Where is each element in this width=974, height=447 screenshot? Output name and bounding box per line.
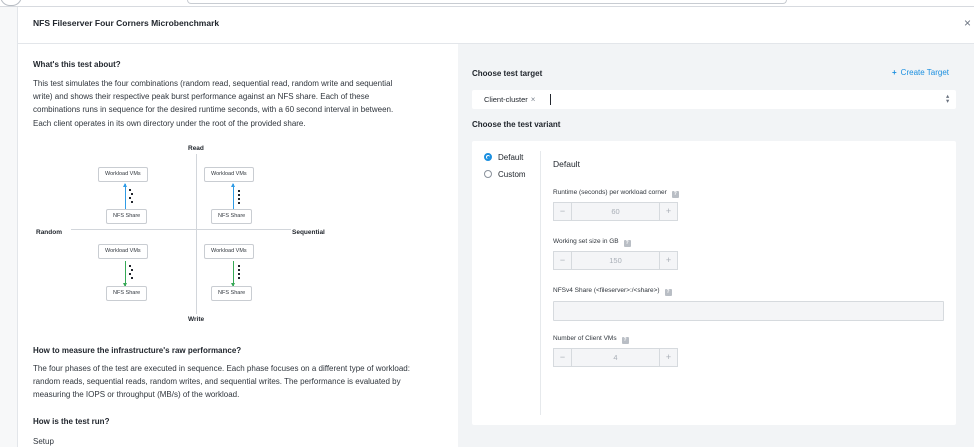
help-icon[interactable]: ? [666, 289, 670, 295]
working-set-label-text: Working set size in GB [553, 238, 619, 245]
setup-subheading: Setup [33, 437, 54, 446]
runtime-label-text: Runtime (seconds) per workload corner [553, 189, 667, 196]
client-vms-stepper[interactable] [553, 348, 678, 367]
nfs-share-box: NFS Share [106, 286, 147, 301]
remove-chip-icon[interactable]: × [530, 95, 536, 104]
caret-up-icon: ▴ [946, 93, 950, 100]
config-panel [458, 44, 974, 447]
axis-label-random: Random [36, 229, 62, 236]
decrement-button[interactable]: − [554, 349, 572, 366]
write-arrow [125, 261, 137, 286]
create-target-link[interactable] [892, 68, 949, 77]
window-top-bar [0, 0, 974, 7]
window-control[interactable] [0, 0, 22, 6]
variant-card [472, 141, 956, 425]
read-arrow [125, 184, 137, 209]
decrement-button[interactable]: − [554, 203, 572, 220]
decrement-button[interactable]: − [554, 252, 572, 269]
increment-button[interactable]: + [659, 349, 677, 366]
client-vms-label [553, 335, 629, 344]
plus-icon: + [892, 68, 897, 77]
select-caret-icon[interactable] [946, 94, 949, 104]
left-sidebar-strip [0, 7, 18, 447]
runtime-value[interactable]: 60 [611, 207, 620, 216]
benchmark-modal [18, 7, 974, 447]
nfs-share-box: NFS Share [211, 286, 252, 301]
measure-line: The four phases of the test are executed in sequence. Each phase focuses on a different type of workload: [33, 364, 410, 373]
runtime-label [553, 189, 679, 198]
radio-selected-icon [484, 153, 492, 161]
about-line: combinations runs in sequence for the desired runtime seconds, with a 60 second interval in between. [33, 105, 394, 115]
nfs-share-label [553, 287, 672, 296]
four-corners-diagram [36, 144, 356, 324]
about-heading: What's this test about? [33, 60, 121, 69]
measure-line: measuring the IOPS or throughput (MB/s) of the workload. [33, 390, 240, 400]
runtime-stepper[interactable] [553, 202, 678, 221]
modal-header [18, 7, 974, 44]
write-arrow [233, 261, 245, 286]
client-vms-value[interactable]: 4 [613, 353, 618, 362]
variant-option-custom[interactable] [484, 170, 526, 179]
how-run-heading: How is the test run? [33, 417, 110, 426]
text-cursor [550, 94, 551, 105]
increment-button[interactable]: + [659, 252, 677, 269]
nfs-share-box: NFS Share [106, 209, 147, 224]
measure-paragraph [33, 362, 458, 402]
option-label: Custom [498, 170, 526, 179]
working-set-label [553, 238, 631, 247]
address-bar[interactable] [187, 0, 787, 4]
workload-vms-box: Workload VMs [98, 244, 148, 259]
about-paragraph [33, 77, 453, 130]
working-set-stepper[interactable] [553, 251, 678, 270]
variant-divider [540, 151, 541, 415]
variant-form-title: Default [553, 159, 580, 169]
help-icon[interactable]: ? [623, 337, 627, 343]
caret-down-icon: ▾ [946, 98, 950, 105]
nfs-share-input[interactable] [553, 301, 944, 321]
about-line: write) and shows their respective peak burst performance against an NFS share. Each of these [33, 92, 370, 102]
chip-label: Client-cluster [484, 95, 528, 104]
selected-target-chip [479, 93, 540, 106]
nfs-share-label-text: NFSv4 Share (<fileserver>:/<share>) [553, 287, 660, 294]
axis-label-sequential: Sequential [292, 229, 325, 236]
workload-vms-box: Workload VMs [98, 167, 148, 182]
workload-vms-box: Workload VMs [204, 167, 254, 182]
working-set-value[interactable]: 150 [609, 256, 622, 265]
workload-vms-box: Workload VMs [204, 244, 254, 259]
increment-button[interactable]: + [659, 203, 677, 220]
target-select[interactable] [472, 90, 956, 109]
modal-title: NFS Fileserver Four Corners Microbenchmark [33, 18, 220, 28]
axis-label-read: Read [188, 145, 204, 152]
nfs-share-box: NFS Share [211, 209, 252, 224]
variant-option-default[interactable] [484, 153, 523, 162]
horizontal-axis-line [71, 229, 291, 230]
vertical-axis-line [196, 154, 197, 314]
about-line: This test simulates the four combinations (random read, sequential read, random write and sequential [33, 79, 393, 88]
axis-label-write: Write [188, 316, 205, 323]
measure-line: random reads, sequential reads, random writes, and sequential writes. The performance is evaluated by [33, 377, 401, 387]
read-arrow [233, 184, 245, 209]
measure-heading: How to measure the infrastructure's raw performance? [33, 346, 242, 355]
close-icon[interactable]: × [964, 16, 972, 30]
help-icon[interactable]: ? [673, 191, 677, 197]
target-label: Choose test target [472, 69, 543, 78]
option-label: Default [498, 153, 524, 162]
help-icon[interactable]: ? [625, 240, 629, 246]
radio-unselected-icon [484, 170, 492, 178]
about-line: Each client operates in its own directory under the root of the provided share. [33, 118, 306, 128]
create-target-label: Create Target [900, 68, 949, 77]
client-vms-label-text: Number of Client VMs [553, 335, 617, 342]
variant-label: Choose the test variant [472, 120, 561, 129]
